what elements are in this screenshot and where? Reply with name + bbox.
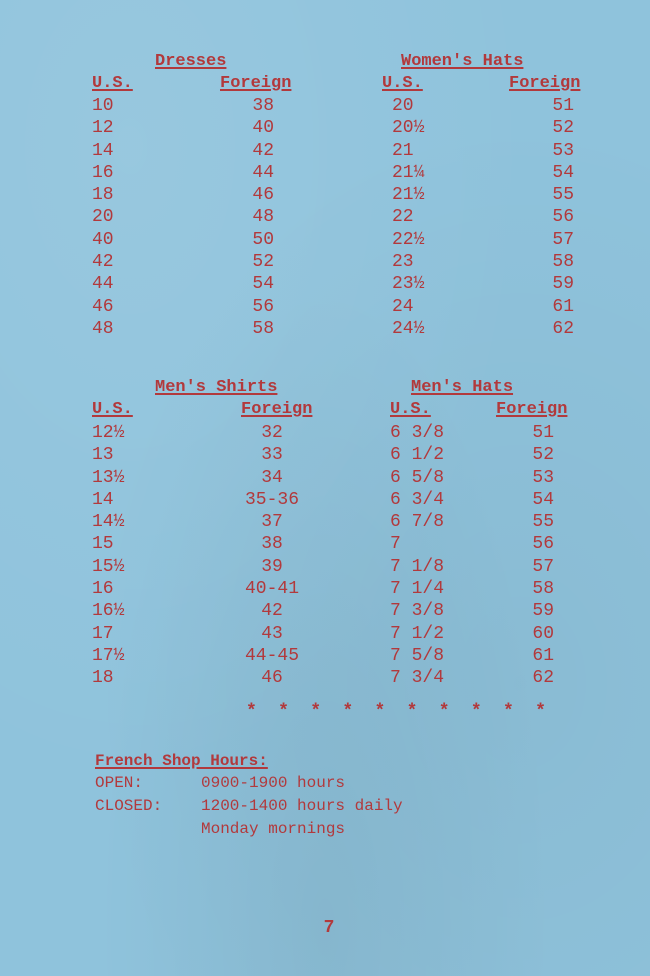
us-size-cell: 21½ (392, 185, 425, 206)
table-row (392, 296, 574, 318)
mens-shirts-table (92, 378, 322, 688)
table-row (392, 117, 574, 139)
foreign-size-cell: 38 (261, 534, 283, 555)
table-row (92, 318, 282, 340)
us-size-cell: 16 (92, 579, 114, 600)
foreign-size-cell: 38 (252, 96, 274, 116)
us-size-cell: 12 (92, 118, 114, 139)
table-row (390, 444, 554, 466)
asterisk: * (470, 702, 482, 722)
table-row (390, 556, 554, 578)
foreign-size-cell: 48 (252, 207, 274, 228)
table-row (92, 229, 282, 251)
table-row (92, 140, 282, 162)
foreign-size-cell: 44-45 (244, 645, 299, 666)
foreign-size-cell: 35-36 (244, 489, 299, 510)
table-row (92, 489, 316, 511)
open-hours-line (95, 772, 346, 795)
table-row (92, 422, 316, 444)
foreign-size-cell: 50 (252, 229, 274, 250)
us-size-cell: 20½ (392, 118, 425, 139)
dresses-rows (92, 95, 282, 340)
table-row (390, 467, 554, 489)
dresses-foreign-header: Foreign (220, 74, 292, 93)
us-size-cell: 7 (390, 534, 401, 555)
dresses-us-header: U.S. (92, 74, 133, 93)
mens-shirts-us-header: U.S. (92, 400, 133, 419)
table-row (92, 117, 282, 139)
table-row (392, 206, 574, 228)
closed-value-2: Monday mornings (201, 820, 346, 838)
foreign-size-cell: 52 (252, 252, 274, 273)
us-size-cell: 6 7/8 (390, 512, 445, 533)
us-size-cell: 18 (92, 668, 114, 689)
foreign-size-cell: 33 (261, 445, 283, 466)
us-size-cell: 14 (92, 140, 114, 161)
dresses-title: Dresses (155, 52, 227, 71)
foreign-size-cell: 54 (252, 274, 274, 295)
foreign-size-cell: 61 (552, 296, 574, 317)
foreign-size-cell: 46 (252, 185, 274, 206)
table-row (390, 600, 554, 622)
table-row (392, 251, 574, 273)
us-size-cell: 14 (92, 489, 114, 510)
foreign-size-cell: 58 (552, 252, 574, 273)
table-row (392, 273, 574, 295)
us-size-cell: 16½ (92, 601, 125, 622)
table-row (92, 667, 316, 689)
table-row (92, 251, 282, 273)
foreign-size-cell: 59 (532, 601, 554, 622)
foreign-size-cell: 62 (552, 318, 574, 339)
table-row (390, 422, 554, 444)
mens-hats-rows (390, 422, 554, 690)
us-size-cell: 6 1/2 (390, 445, 445, 466)
foreign-size-cell: 57 (552, 229, 574, 250)
womens-hats-table (382, 52, 592, 342)
asterisk: * (342, 702, 354, 722)
foreign-size-cell: 57 (532, 556, 554, 577)
us-size-cell: 20 (92, 207, 114, 228)
us-size-cell: 18 (92, 185, 114, 206)
page-number: 7 (323, 918, 335, 938)
foreign-size-cell: 32 (261, 423, 283, 443)
us-size-cell: 7 1/4 (390, 579, 445, 600)
us-size-cell: 7 5/8 (390, 645, 445, 666)
foreign-size-cell: 42 (261, 601, 283, 622)
us-size-cell: 40 (92, 229, 114, 250)
us-size-cell: 17½ (92, 645, 125, 666)
foreign-size-cell: 53 (532, 467, 554, 488)
closed-hours-line (95, 795, 403, 818)
us-size-cell: 24 (392, 296, 414, 317)
foreign-size-cell: 59 (552, 274, 574, 295)
dresses-table (92, 52, 302, 342)
foreign-size-cell: 54 (532, 489, 554, 510)
table-row (92, 273, 282, 295)
open-value: 0900-1900 hours (201, 774, 346, 792)
table-row (390, 578, 554, 600)
table-row (92, 578, 316, 600)
us-size-cell: 7 1/8 (390, 556, 445, 577)
asterisk-separator (246, 702, 546, 722)
foreign-size-cell: 37 (261, 512, 283, 533)
table-row (92, 206, 282, 228)
closed-label: CLOSED: (95, 797, 163, 815)
asterisk: * (503, 702, 514, 722)
foreign-size-cell: 55 (532, 512, 554, 533)
table-row (392, 140, 574, 162)
us-size-cell: 16 (92, 162, 114, 183)
closed-value: 1200-1400 hours daily (201, 797, 403, 815)
foreign-size-cell: 39 (261, 556, 283, 577)
foreign-size-cell: 58 (532, 579, 554, 600)
foreign-size-cell: 56 (552, 207, 574, 228)
us-size-cell: 22½ (392, 229, 425, 250)
mens-hats-title: Men's Hats (411, 378, 514, 397)
foreign-size-cell: 54 (552, 162, 574, 183)
table-row (92, 623, 316, 645)
mens-hats-foreign-header: Foreign (496, 400, 568, 419)
foreign-size-cell: 56 (532, 534, 554, 555)
us-size-cell: 7 1/2 (390, 623, 445, 644)
table-row (392, 184, 574, 206)
table-row (92, 184, 282, 206)
table-row (390, 533, 554, 555)
us-size-cell: 10 (92, 96, 114, 116)
table-row (390, 645, 554, 667)
table-row (392, 162, 574, 184)
us-size-cell: 6 5/8 (390, 467, 445, 488)
us-size-cell: 6 3/8 (390, 423, 445, 443)
us-size-cell: 46 (92, 296, 114, 317)
foreign-size-cell: 60 (532, 623, 554, 644)
foreign-size-cell: 53 (552, 140, 574, 161)
asterisk: * (406, 702, 418, 722)
womens-hats-rows (392, 95, 574, 340)
table-row (92, 162, 282, 184)
foreign-size-cell: 56 (252, 296, 274, 317)
asterisk: * (374, 702, 386, 722)
foreign-size-cell: 43 (261, 623, 283, 644)
us-size-cell: 42 (92, 252, 114, 273)
table-row (92, 556, 316, 578)
foreign-size-cell: 52 (532, 445, 554, 466)
us-size-cell: 21 (392, 140, 414, 161)
foreign-size-cell: 51 (552, 96, 574, 116)
us-size-cell: 24½ (392, 318, 425, 339)
us-size-cell: 21¼ (392, 162, 425, 183)
table-row (92, 467, 316, 489)
table-row (390, 623, 554, 645)
foreign-size-cell: 58 (252, 318, 274, 339)
table-row (390, 511, 554, 533)
foreign-size-cell: 34 (261, 467, 283, 488)
us-size-cell: 44 (92, 274, 114, 295)
table-row (92, 600, 316, 622)
table-row (92, 645, 316, 667)
table-row (92, 296, 282, 318)
us-size-cell: 7 3/8 (390, 601, 445, 622)
us-size-cell: 15½ (92, 556, 125, 577)
womens-hats-foreign-header: Foreign (509, 74, 581, 93)
us-size-cell: 14½ (92, 512, 125, 533)
us-size-cell: 6 3/4 (390, 489, 445, 510)
us-size-cell: 20 (392, 96, 414, 116)
womens-hats-title: Women's Hats (401, 52, 524, 71)
foreign-size-cell: 55 (552, 185, 574, 206)
foreign-size-cell: 51 (532, 423, 554, 443)
us-size-cell: 22 (392, 207, 414, 228)
table-row (92, 95, 282, 117)
us-size-cell: 12½ (92, 423, 125, 443)
table-row (390, 667, 554, 689)
us-size-cell: 23 (392, 252, 414, 273)
us-size-cell: 13½ (92, 467, 125, 488)
foreign-size-cell: 44 (252, 162, 274, 183)
table-row (92, 511, 316, 533)
shop-hours-title: French Shop Hours: (95, 752, 268, 770)
us-size-cell: 13 (92, 445, 114, 466)
foreign-size-cell: 52 (552, 118, 574, 139)
asterisk: * (278, 702, 289, 722)
shop-hours (95, 750, 403, 841)
table-row (392, 229, 574, 251)
table-row (390, 489, 554, 511)
foreign-size-cell: 40-41 (244, 579, 299, 600)
closed-hours-line-2 (95, 818, 346, 841)
mens-hats-table (390, 378, 590, 688)
foreign-size-cell: 62 (532, 668, 554, 689)
open-label: OPEN: (95, 774, 144, 792)
table-row (392, 95, 574, 117)
mens-shirts-title: Men's Shirts (155, 378, 278, 397)
table-row (392, 318, 574, 340)
mens-shirts-rows (92, 422, 316, 690)
foreign-size-cell: 61 (532, 645, 554, 666)
mens-shirts-foreign-header: Foreign (241, 400, 313, 419)
mens-hats-us-header: U.S. (390, 400, 431, 419)
asterisk: * (310, 702, 322, 722)
us-size-cell: 23½ (392, 274, 425, 295)
womens-hats-us-header: U.S. (382, 74, 423, 93)
us-size-cell: 15 (92, 534, 114, 555)
table-row (92, 533, 316, 555)
asterisk: * (246, 702, 257, 722)
foreign-size-cell: 40 (252, 118, 274, 139)
us-size-cell: 48 (92, 318, 114, 339)
asterisk: * (438, 702, 450, 722)
us-size-cell: 17 (92, 623, 114, 644)
table-row (92, 444, 316, 466)
us-size-cell: 7 3/4 (390, 668, 445, 689)
foreign-size-cell: 46 (261, 668, 283, 689)
asterisk: * (535, 702, 546, 722)
foreign-size-cell: 42 (252, 140, 274, 161)
